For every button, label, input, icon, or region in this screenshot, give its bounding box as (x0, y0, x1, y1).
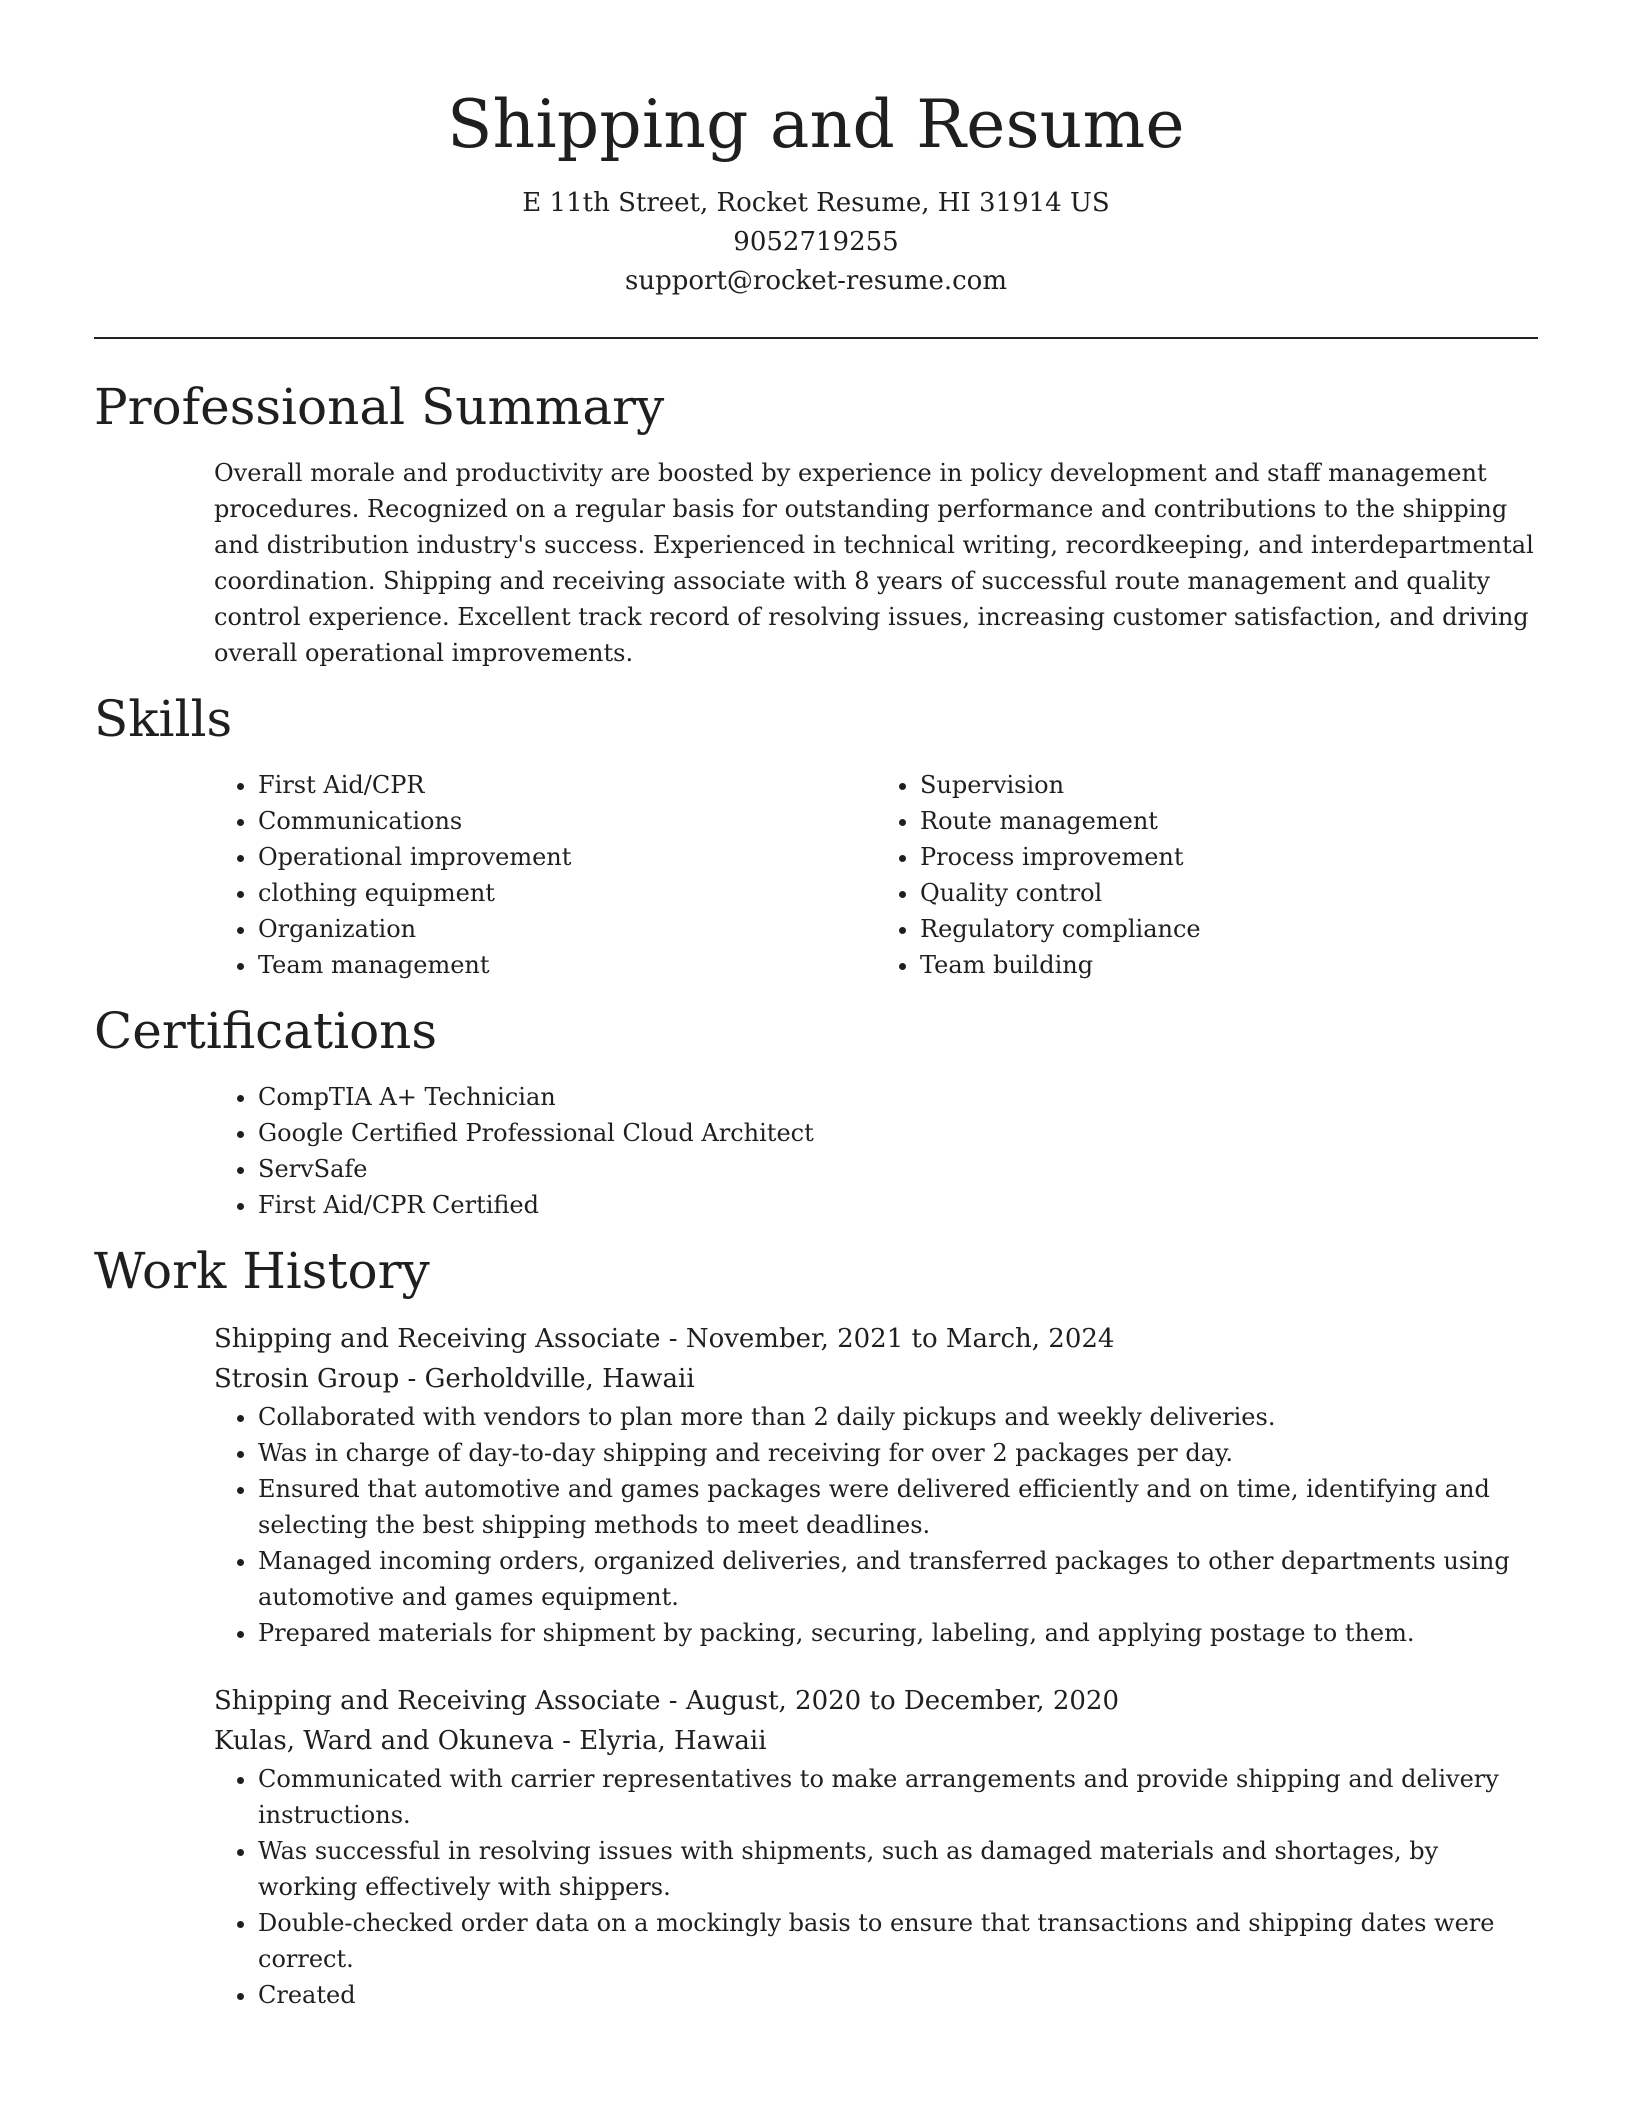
skill-item: • Operational improvement (258, 839, 876, 875)
job-title-line: Shipping and Receiving Associate - November, 2021 to March, 2024 (214, 1324, 1115, 1354)
job-location: Elyria, Hawaii (579, 1726, 767, 1756)
job-dates: November, 2021 to March, 2024 (685, 1324, 1115, 1354)
summary-section (94, 377, 1538, 671)
skill-item: • Route management (920, 803, 1538, 839)
resume-header (94, 80, 1538, 301)
skill-item: • Supervision (920, 767, 1538, 803)
skill-item: • Regulatory compliance (920, 911, 1538, 947)
job-entry (94, 1681, 1538, 2013)
job-bullet: • Was successful in resolving issues with shipments, such as damaged materials and shortages, by working effectively with shippers. (258, 1833, 1538, 1905)
job-title-line: Shipping and Receiving Associate - August, 2020 to December, 2020 (214, 1686, 1119, 1716)
skills-title: Skills (94, 690, 233, 748)
skill-item: • Quality control (920, 875, 1538, 911)
job-bullet: • Created (258, 1977, 1538, 2013)
skill-item: • Team management (258, 947, 876, 983)
contact-email: support@rocket-resume.com (624, 266, 1007, 296)
skills-list-right (876, 767, 1538, 983)
job-bullet: • Prepared materials for shipment by packing, securing, labeling, and applying postage to them. (258, 1615, 1538, 1651)
skill-item: • First Aid/CPR (258, 767, 876, 803)
work-history-section (94, 1241, 1538, 2013)
certifications-section (94, 1001, 1538, 1223)
summary-title: Professional Summary (94, 378, 665, 436)
job-bullet: • Double-checked order data on a mockingly basis to ensure that transactions and shipping dates were correct. (258, 1905, 1538, 1977)
skill-item: • Organization (258, 911, 876, 947)
header-divider (94, 337, 1538, 339)
contact-address: E 11th Street, Rocket Resume, HI 31914 US (522, 188, 1110, 218)
job-location: Gerholdville, Hawaii (424, 1364, 695, 1394)
certification-item: • First Aid/CPR Certified (258, 1187, 1538, 1223)
job-bullet: • Ensured that automotive and games packages were delivered efficiently and on time, identifying and selecting the best shipping methods to meet deadlines. (258, 1471, 1538, 1543)
job-dates: August, 2020 to December, 2020 (685, 1686, 1119, 1716)
certification-item: • Google Certified Professional Cloud Architect (258, 1115, 1538, 1151)
job-bullets (214, 1761, 1538, 2013)
skill-item: • clothing equipment (258, 875, 876, 911)
skills-section (94, 689, 1538, 983)
contact-phone: 9052719255 (733, 227, 899, 257)
summary-text: Overall morale and productivity are boosted by experience in policy development and staff management procedures. Recognized on a regular basis for outstanding performance and contributions to the shipping and distribution industry's success. Experienced in technical writing, recordkeeping, and interdepartmental coordination. Shipping and receiving associate with 8 years of successful route management and quality control experience. Excellent track record of resolving issues, increasing customer satisfaction, and driving overall operational improvements. (214, 459, 1534, 667)
job-company-line: Kulas, Ward and Okuneva - Elyria, Hawaii (214, 1726, 767, 1756)
resume-name: Shipping and Resume (447, 86, 1185, 163)
job-bullets (214, 1399, 1538, 1651)
certifications-list (214, 1079, 1538, 1223)
job-company: Kulas, Ward and Okuneva (214, 1726, 554, 1756)
job-title: Shipping and Receiving Associate (214, 1686, 661, 1716)
job-bullet: • Communicated with carrier representatives to make arrangements and provide shipping and delivery instructions. (258, 1761, 1538, 1833)
job-bullet: • Collaborated with vendors to plan more than 2 daily pickups and weekly deliveries. (258, 1399, 1538, 1435)
certification-item: • CompTIA A+ Technician (258, 1079, 1538, 1115)
certifications-title: Certifications (94, 1002, 438, 1060)
certification-item: • ServSafe (258, 1151, 1538, 1187)
skill-item: • Team building (920, 947, 1538, 983)
job-bullet: • Managed incoming orders, organized deliveries, and transferred packages to other departments using automotive and games equipment. (258, 1543, 1538, 1615)
skills-grid (94, 767, 1538, 983)
skills-list-left (214, 767, 876, 983)
job-title: Shipping and Receiving Associate (214, 1324, 661, 1354)
job-bullet: • Was in charge of day-to-day shipping and receiving for over 2 packages per day. (258, 1435, 1538, 1471)
skill-item: • Communications (258, 803, 876, 839)
skill-item: • Process improvement (920, 839, 1538, 875)
job-entry (94, 1319, 1538, 1651)
contact-block (94, 184, 1538, 301)
job-company-line: Strosin Group - Gerholdville, Hawaii (214, 1364, 695, 1394)
job-company: Strosin Group (214, 1364, 400, 1394)
work-history-title: Work History (94, 1242, 430, 1300)
